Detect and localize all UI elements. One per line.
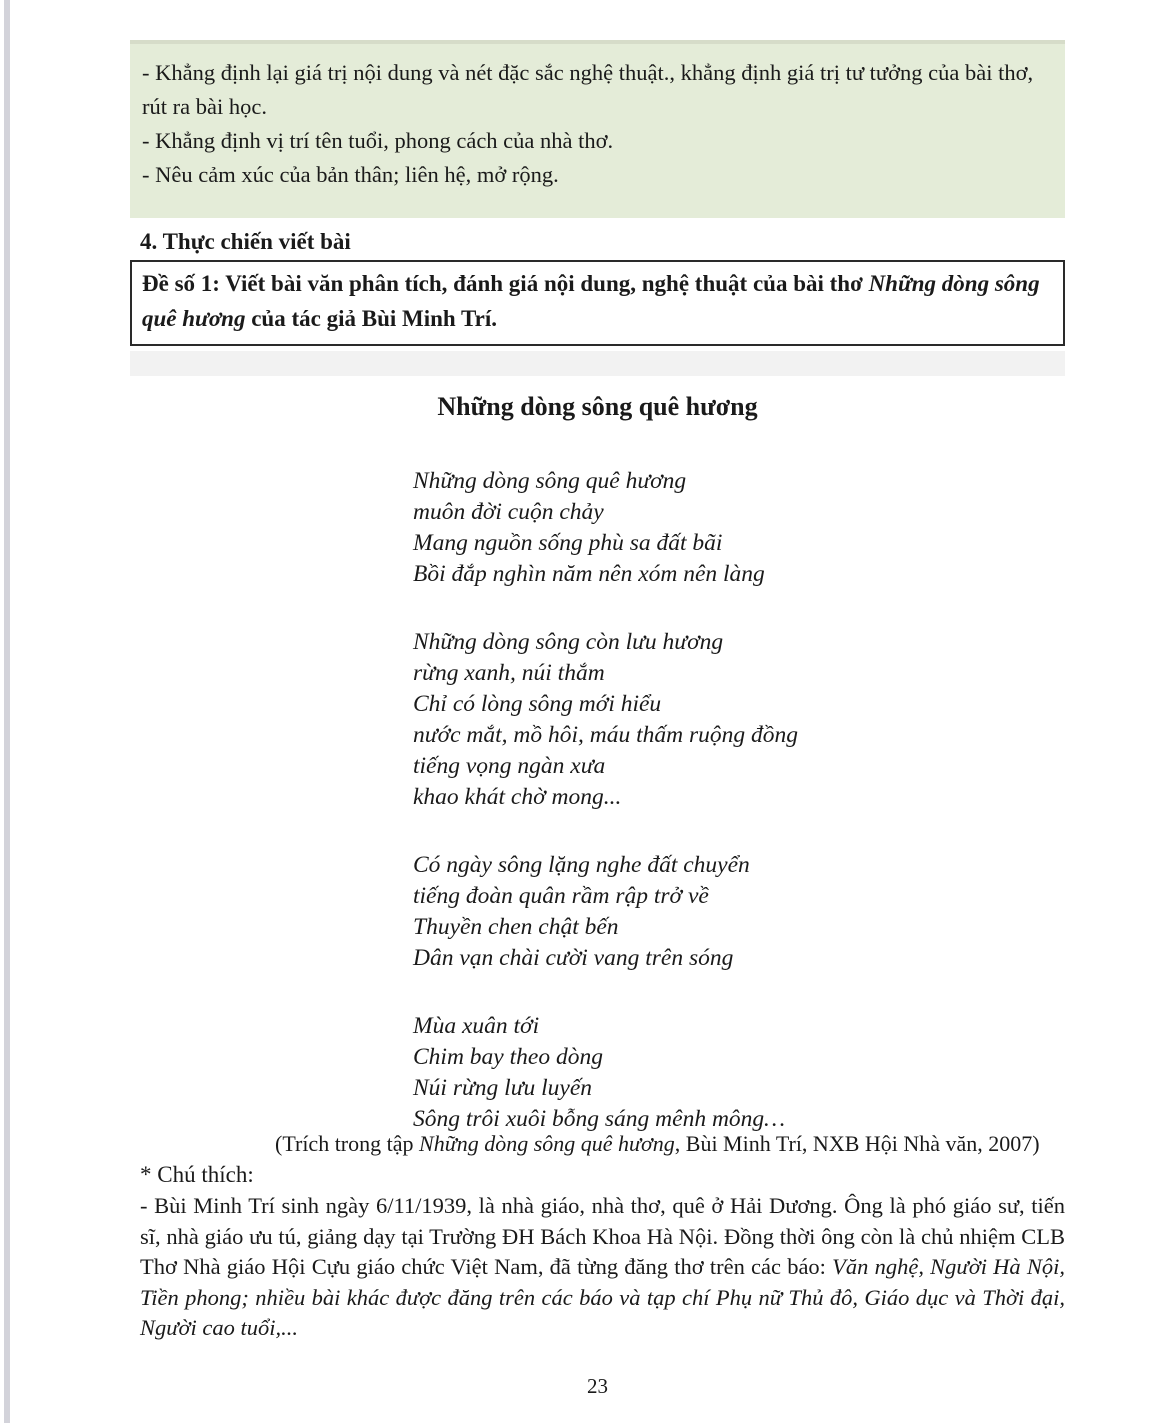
section-heading: 4. Thực chiến viết bài <box>140 229 351 254</box>
divider-bar <box>130 351 1065 376</box>
source-text: (Trích trong tập <box>275 1131 420 1156</box>
poem-stanza <box>413 1011 1065 1135</box>
notes-body <box>130 1191 1065 1344</box>
summary-bullet: - Khẳng định vị trí tên tuổi, phong cách của nhà thơ. <box>142 128 614 153</box>
poem-line: tiếng vọng ngàn xưa <box>413 753 606 779</box>
poem-line: Những dòng sông còn lưu hương <box>413 629 724 655</box>
poem-source <box>130 1129 1065 1159</box>
poem-title: Những dòng sông quê hương <box>437 392 758 421</box>
poem-line: Núi rừng lưu luyến <box>413 1075 593 1101</box>
poem-line: Sông trôi xuôi bỗng sáng mênh mông… <box>413 1106 786 1132</box>
poem-body <box>413 466 1065 1135</box>
page-number: 23 <box>587 1373 608 1398</box>
poem-line: khao khát chờ mong... <box>413 784 622 810</box>
summary-panel <box>130 40 1065 218</box>
poem-line: Chim bay theo dòng <box>413 1044 603 1070</box>
poem-line: Bồi đắp nghìn năm nên xóm nên làng <box>413 561 765 587</box>
notes-heading: * Chú thích: <box>140 1162 254 1187</box>
poem-line: muôn đời cuộn chảy <box>413 499 604 525</box>
poem-stanza <box>413 466 1065 590</box>
source-text: , Bùi Minh Trí, NXB Hội Nhà văn, 2007) <box>674 1131 1040 1156</box>
poem-line: Những dòng sông quê hương <box>413 468 687 494</box>
poem-stanza <box>413 850 1065 974</box>
essay-prompt-box <box>130 260 1065 346</box>
prompt-text: của tác giả Bùi Minh Trí. <box>245 306 497 331</box>
poem-line: Mùa xuân tới <box>413 1013 540 1039</box>
poem-line: rừng xanh, núi thắm <box>413 660 605 686</box>
summary-bullet: - Khẳng định lại giá trị nội dung và nét đặc sắc nghệ thuật., khẳng định giá trị tư tưởng của bài thơ, rút ra bài học. <box>142 60 1034 119</box>
poem-line: Mang nguồn sống phù sa đất bãi <box>413 530 723 556</box>
notes-text: - Bùi Minh Trí sinh ngày 6/11/1939, là nhà giáo, nhà thơ, quê ở Hải Dương. Ông là phó giáo sư, tiến sĩ, nhà giáo ưu tú, giảng dạy tại Trường ĐH Bách Khoa Hà Nội. Đồng thời ông còn là chủ nhiệm CLB Thơ Nhà giáo Hội Cựu giáo chức Việt Nam, đã từng đăng thơ trên các báo: <box>140 1193 1065 1279</box>
poem-line: tiếng đoàn quân rầm rập trở về <box>413 883 709 909</box>
prompt-text: Đề số 1: Viết bài văn phân tích, đánh giá nội dung, nghệ thuật của bài thơ <box>142 271 869 296</box>
poem-stanza <box>413 627 1065 813</box>
poem-line: Có ngày sông lặng nghe đất chuyển <box>413 852 750 878</box>
summary-bullet: - Nêu cảm xúc của bản thân; liên hệ, mở rộng. <box>142 162 559 187</box>
poem-line: Dân vạn chài cười vang trên sóng <box>413 945 734 971</box>
poem-line: nước mắt, mồ hôi, máu thấm ruộng đồng <box>413 722 799 748</box>
poem-line: Thuyền chen chật bến <box>413 914 619 940</box>
poem-line: Chỉ có lòng sông mới hiểu <box>413 691 662 717</box>
prompt-poem-title: Những dòng sông quê hương <box>142 271 1040 331</box>
notes-publications: Văn nghệ, Người Hà Nội, Tiền phong; nhiều bài khác được đăng trên các báo và tạp chí Phụ nữ Thủ đô, Giáo dục và Thời đại, Người cao tuổi,... <box>140 1254 1065 1340</box>
page-content <box>130 0 1065 1399</box>
page-left-rule <box>4 0 10 1423</box>
source-poem-title: Những dòng sông quê hương <box>419 1131 675 1156</box>
